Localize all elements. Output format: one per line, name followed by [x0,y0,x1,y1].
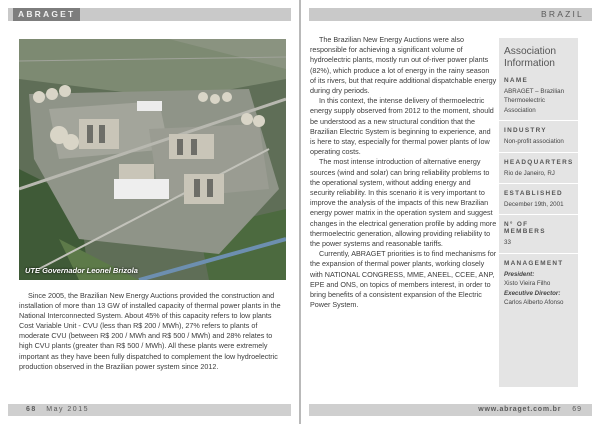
management-heading: MANAGEMENT [504,259,564,267]
power-plant-photo [19,39,286,280]
box-title: Association Information [504,46,557,69]
paragraph: In this context, the intense delivery of thermoelectric energy supply observed from 2012 to the moment, should be understood as a new structural condition that the Brazilian Electric System is beginning to experience, and is here to stay, especially for thermal power plants of low operating costs. [310,96,494,157]
president-name: Xisto Vieira Filho [504,280,551,288]
divider [499,253,578,254]
association-info-box [499,38,578,387]
paragraph: The most intense introduction of alternative energy sources (wind and solar) can bring reliability problems to the operational system, without adding energy and security reliability. In this scenario it is very important to improve the analysis of the impacts of this new Brazilian energy power matrix in the operation system and suggest changes in the electrical generation profile by adding more thermoelectric generation, allowing providing reliability to the power systems and reasonable tariffs. [310,157,497,249]
left-page [0,0,299,424]
divider [499,183,578,184]
divider [499,152,578,153]
right-page [301,0,600,424]
headquarters-heading: HEADQUARTERS [504,158,574,166]
issue-date: May 2015 [46,406,89,413]
president-label: President: [504,270,535,278]
website-link[interactable]: www.abraget.com.br [478,406,562,413]
divider [499,120,578,121]
members-heading: N° OF MEMBERS [504,221,546,236]
industry-value: Non-profit association [504,138,564,146]
headquarters-value: Rio de Janeiro, RJ [504,169,555,177]
left-header-bar [8,8,291,21]
aerial-plant-image [19,39,286,280]
left-page-number: 68 [26,406,37,413]
paragraph: The Brazilian New Energy Auctions were also responsible for achieving a significant volume of hydroelectric plants, mostly run out of-river power plants (82%), which produce a lot of energy in the rainy season of its rivers, but that require additional dispatchable energy during dry periods. [310,35,497,96]
established-heading: ESTABLISHED [504,190,563,198]
right-footer [309,404,592,416]
director-label: Executive Director: [504,289,561,297]
right-page-number: 69 [572,406,582,413]
photo-caption: UTE Governador Leonel Brizola [25,266,138,275]
name-value: ABRAGET – Brazilian Thermoelectric Association [504,88,565,114]
paragraph: Currently, ABRAGET priorities is to find mechanisms for the expansion of thermal power plants, working closely with NATIONAL CONGRESS, MME, ANEEL, CCEE, ANP, EPE and ONS, on topics of members interest, in order to bring benefits of a consistent expansion of the Electric Power System. [310,249,497,310]
section-label: BRAZIL [541,9,584,19]
name-heading: NAME [504,77,529,84]
right-article-text [310,35,497,310]
divider [499,214,578,215]
left-footer [8,404,291,416]
right-header-bar [309,8,592,21]
left-article-text: Since 2005, the Brazilian New Energy Auctions provided the construction and installation of more than 13 GW of installed capacity of thermal power plants in the National Interconnected System. About 45% of this capacity refers to low plants Cost Variable Unit - CVU (less than R$ 200 / MWh), 27% refers to plants of moderate CVU (between R$ 200 / MWh and R$ 500 / MWh) and 28% relates to high CVU plants (greater than R$ 500 / MWh). All these plants were extremely important as they have been fully dispatched to complement the low hydroelectric production observed in the Brazilian power system since 2012. [19,291,281,371]
brand-label: ABRAGET [13,8,80,21]
industry-heading: INDUSTRY [504,127,547,135]
established-value: December 19th, 2001 [504,201,564,209]
director-name: Carlos Alberto Afonso [504,299,564,307]
members-value: 33 [504,239,511,247]
